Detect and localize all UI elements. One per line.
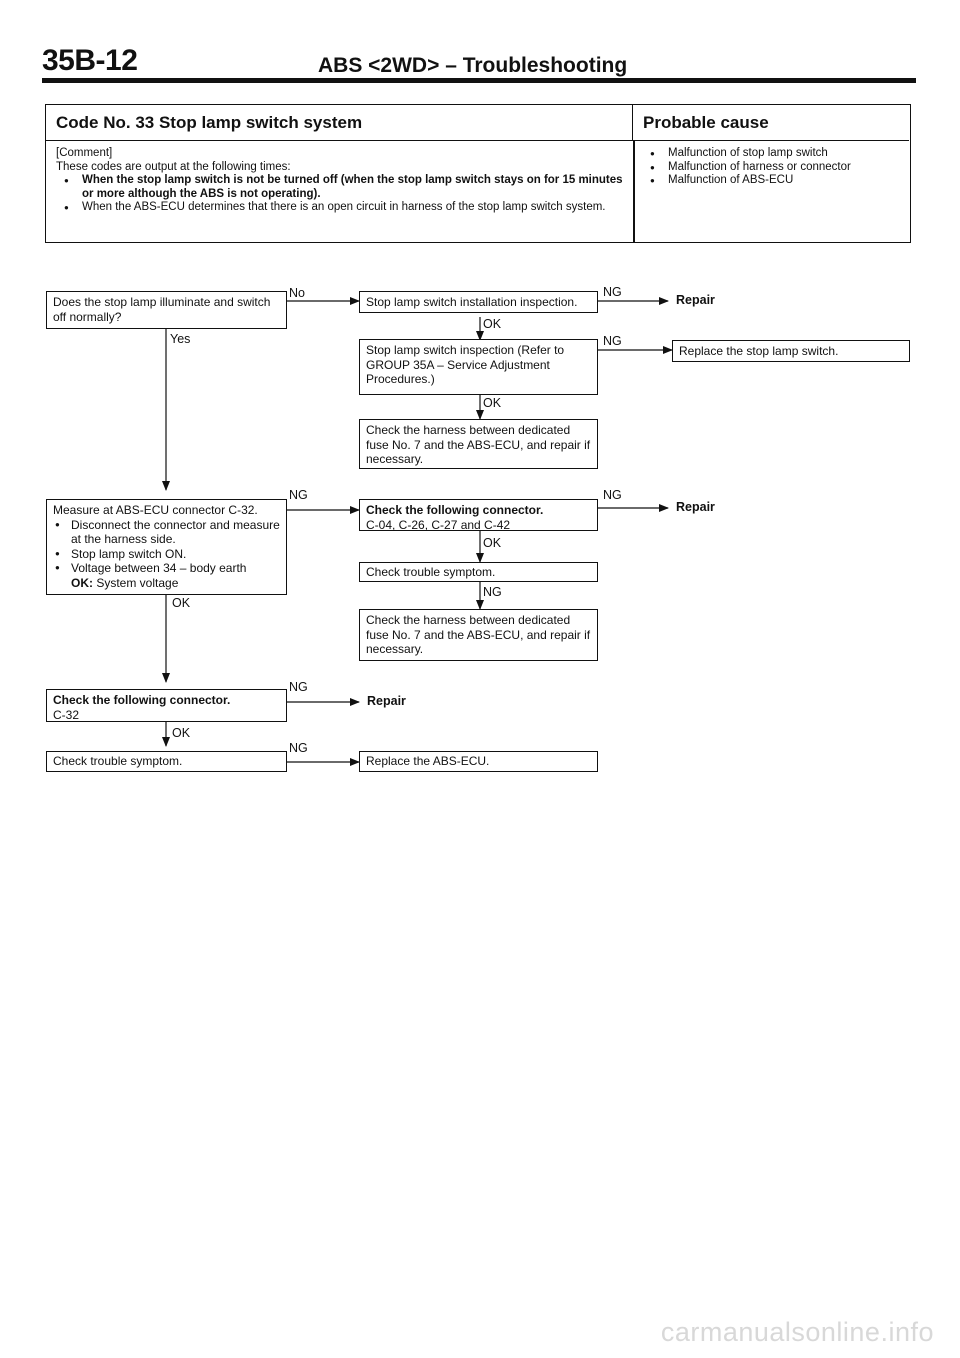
comment-intro: These codes are output at the following times: (56, 160, 291, 173)
branch-label-ok: OK (172, 726, 191, 740)
branch-label-ng: NG (603, 488, 622, 502)
cause-item: ● Malfunction of harness or connector (642, 161, 906, 175)
measure-title: Measure at ABS-ECU connector C-32. (53, 503, 258, 517)
branch-label-ng: NG (289, 488, 308, 502)
measure-step: ● Voltage between 34 – body earth (53, 561, 280, 576)
trouble-symptom-text: Check trouble symptom. (366, 565, 496, 579)
installation-inspection-text: Stop lamp switch installation inspection. (366, 295, 578, 309)
repair-label: Repair (676, 500, 715, 514)
branch-label-ok: OK (172, 596, 191, 610)
connector-check-title: Check the following connector. (366, 503, 544, 517)
harness-check-box-2 (359, 609, 598, 661)
replace-ecu-box (359, 751, 598, 772)
probable-cause-title: Probable cause (633, 105, 909, 141)
measure-step: ● Disconnect the connector and measure at the harness side. (53, 518, 280, 547)
trouble-symptom-text-2: Check trouble symptom. (53, 754, 183, 768)
branch-label-ng: NG (603, 285, 622, 299)
connector-c32-list: C-32 (53, 707, 80, 722)
measure-step: ● Stop lamp switch ON. (53, 547, 280, 562)
comment-bullet: ● When the ABS-ECU determines that there is an open circuit in harness of the stop lamp switch system. (56, 201, 628, 215)
installation-inspection-box (359, 291, 598, 313)
measure-box (46, 499, 287, 595)
code-title: Code No. 33 Stop lamp switch system (46, 105, 633, 141)
trouble-symptom-box (359, 562, 598, 582)
branch-label-ok: OK (483, 536, 502, 550)
replace-switch-box (672, 340, 910, 362)
connector-c32-box (46, 689, 287, 722)
cause-item: ● Malfunction of stop lamp switch (642, 147, 906, 161)
connector-check-list: C-04, C-26, C-27 and C-42 (366, 517, 511, 532)
branch-label-ok: OK (483, 396, 502, 410)
stop-lamp-question-box (46, 291, 287, 329)
branch-label-yes: Yes (170, 332, 191, 346)
page-number: 35B-12 (42, 44, 138, 77)
measure-ok-value: System voltage (96, 575, 179, 590)
switch-inspection-box (359, 339, 598, 395)
measure-ok-label: OK: (71, 575, 93, 590)
cause-item: ● Malfunction of ABS-ECU (642, 174, 906, 188)
harness-check-box (359, 419, 598, 469)
switch-inspection-text: Stop lamp switch inspection (Refer to GROUP 35A – Service Adjustment Procedures.) (366, 343, 565, 386)
connector-c32-title: Check the following connector. (53, 693, 231, 707)
replace-ecu-text: Replace the ABS-ECU. (366, 754, 490, 768)
repair-label: Repair (367, 694, 406, 708)
stop-lamp-question-text: Does the stop lamp illuminate and switch off normally? (53, 295, 271, 324)
branch-label-ng: NG (289, 680, 308, 694)
connector-check-box (359, 499, 598, 531)
comment-bullet: ● When the stop lamp switch is not be turned off (when the stop lamp switch stays on for 15 minutes or more although the ABS is not operating). (56, 174, 628, 201)
repair-label: Repair (676, 293, 715, 307)
trouble-symptom-box-2 (46, 751, 287, 772)
branch-label-ok: OK (483, 317, 502, 331)
measure-ok-line (53, 576, 280, 591)
comment-label: [Comment] (56, 147, 113, 159)
replace-switch-text: Replace the stop lamp switch. (679, 344, 839, 358)
branch-label-ng: NG (603, 334, 622, 348)
harness-check-text-2: Check the harness between dedicated fuse No. 7 and the ABS-ECU, and repair if necessary. (366, 613, 591, 656)
harness-check-text: Check the harness between dedicated fuse No. 7 and the ABS-ECU, and repair if necessary. (366, 423, 591, 466)
branch-label-no: No (289, 286, 305, 300)
watermark: carmanualsonline.info (660, 1317, 934, 1347)
page-title: ABS <2WD> – Troubleshooting (318, 54, 628, 77)
branch-label-ng: NG (289, 741, 308, 755)
branch-label-ng: NG (483, 585, 502, 599)
